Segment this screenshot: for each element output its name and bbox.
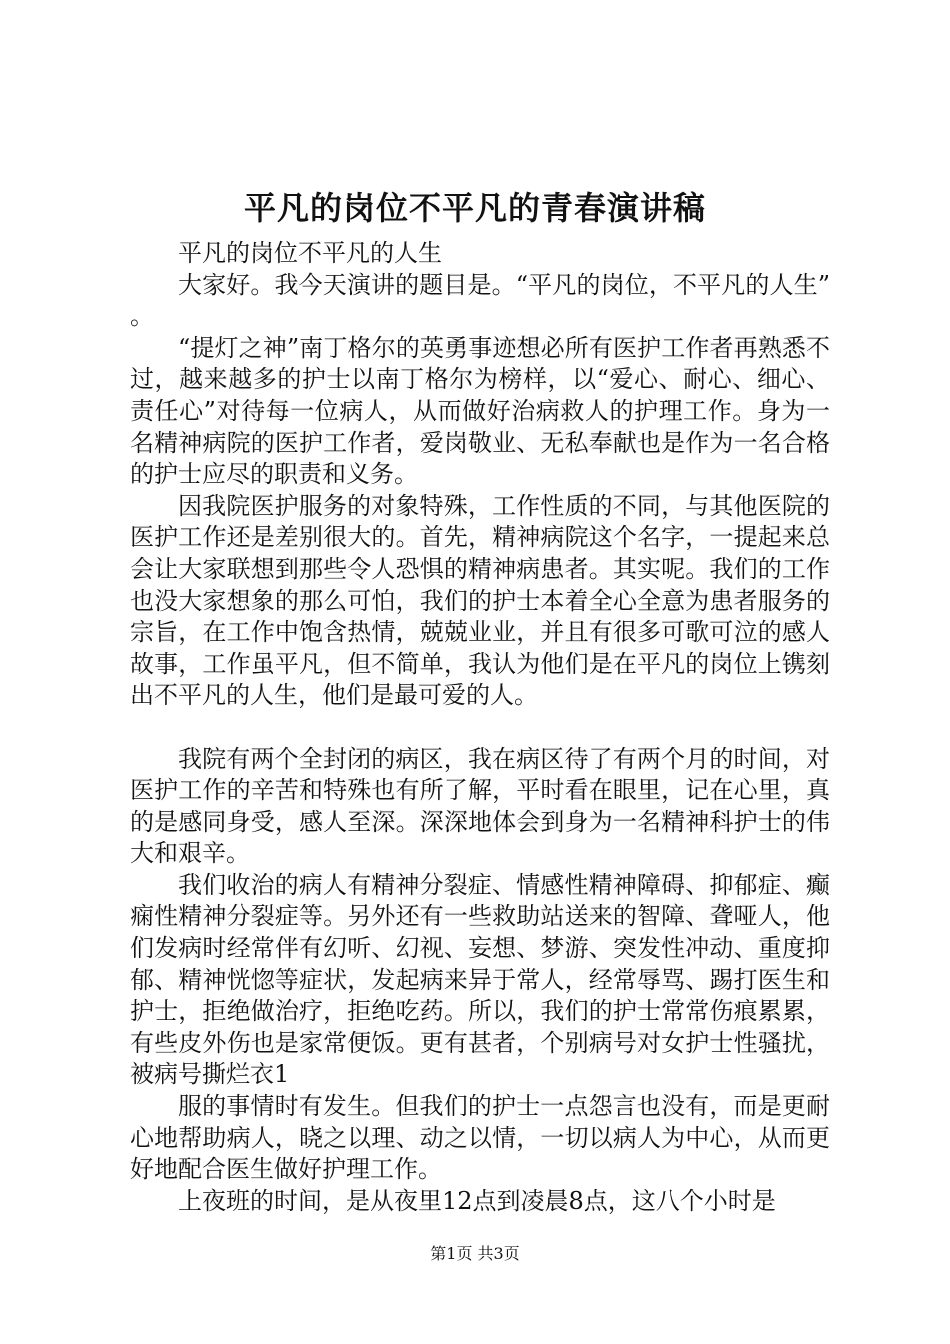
document-title: 平凡的岗位不平凡的青春演讲稿 (243, 189, 706, 227)
paragraph-nightingale: “提灯之神”南丁格尔的英勇事迹想必所有医护工作者再熟悉不过，越来越多的护士以南丁格尔为榜样，以“爱心、耐心、细心、责任心”对待每一位病人，从而做好治病救人的护理工作。身为一名精神病院的医护工作者，爱岗敬业、无私奉献也是作为一名合格的护士应尽的职责和义务。 (130, 333, 830, 489)
page-number-footer: 第1页 共3页 (430, 1244, 520, 1263)
paragraph-hospital-difference: 因我院医护服务的对象特殊，工作性质的不同，与其他医院的医护工作还是差别很大的。首先，精神病院这个名字，一提起来总会让大家联想到那些令人恐惧的精神病患者。其实呢。我们的工作也没大家想象的那么可怕，我们的护士本着全心全意为患者服务的宗旨，在工作中饱含热情，兢兢业业，并且有很多可歌可泣的感人故事，工作虽平凡，但不简单，我认为他们是在平凡的岗位上镌刻出不平凡的人生，他们是最可爱的人。 (130, 491, 830, 710)
paragraph-subtitle: 平凡的岗位不平凡的人生 (178, 239, 442, 267)
paragraph-gap (130, 712, 830, 744)
paragraph-greeting: 大家好。我今天演讲的题目是。“平凡的岗位，不平凡的人生”。 (130, 270, 830, 331)
paragraph-patients: 我们收治的病人有精神分裂症、情感性精神障碍、抑郁症、癫痫性精神分裂症等。另外还有一些救助站送来的智障、聋哑人，他们发病时经常伴有幻听、幻视、妄想、梦游、突发性冲动、重度抑郁、精神恍惚等症状，发起病来异于常人，经常辱骂、踢打医生和护士，拒绝做治疗，拒绝吃药。所以，我们的护士常常伤痕累累，有些皮外伤也是家常便饭。更有甚者，个别病号对女护士性骚扰，被病号撕烂衣1 (130, 870, 830, 1089)
paragraph-night-shift: 上夜班的时间，是从夜里12点到凌晨8点，这八个小时是 (178, 1186, 776, 1215)
document-body (130, 238, 830, 1217)
paragraph-nurses-patience: 服的事情时有发生。但我们的护士一点怨言也没有，而是更耐心地帮助病人，晓之以理、动之以情，一切以病人为中心，从而更好地配合医生做好护理工作。 (130, 1092, 830, 1184)
paragraph-closed-wards: 我院有两个全封闭的病区，我在病区待了有两个月的时间，对医护工作的辛苦和特殊也有所了解，平时看在眼里，记在心里，真的是感同身受，感人至深。深深地体会到身为一名精神科护士的伟大和艰辛。 (130, 744, 830, 868)
